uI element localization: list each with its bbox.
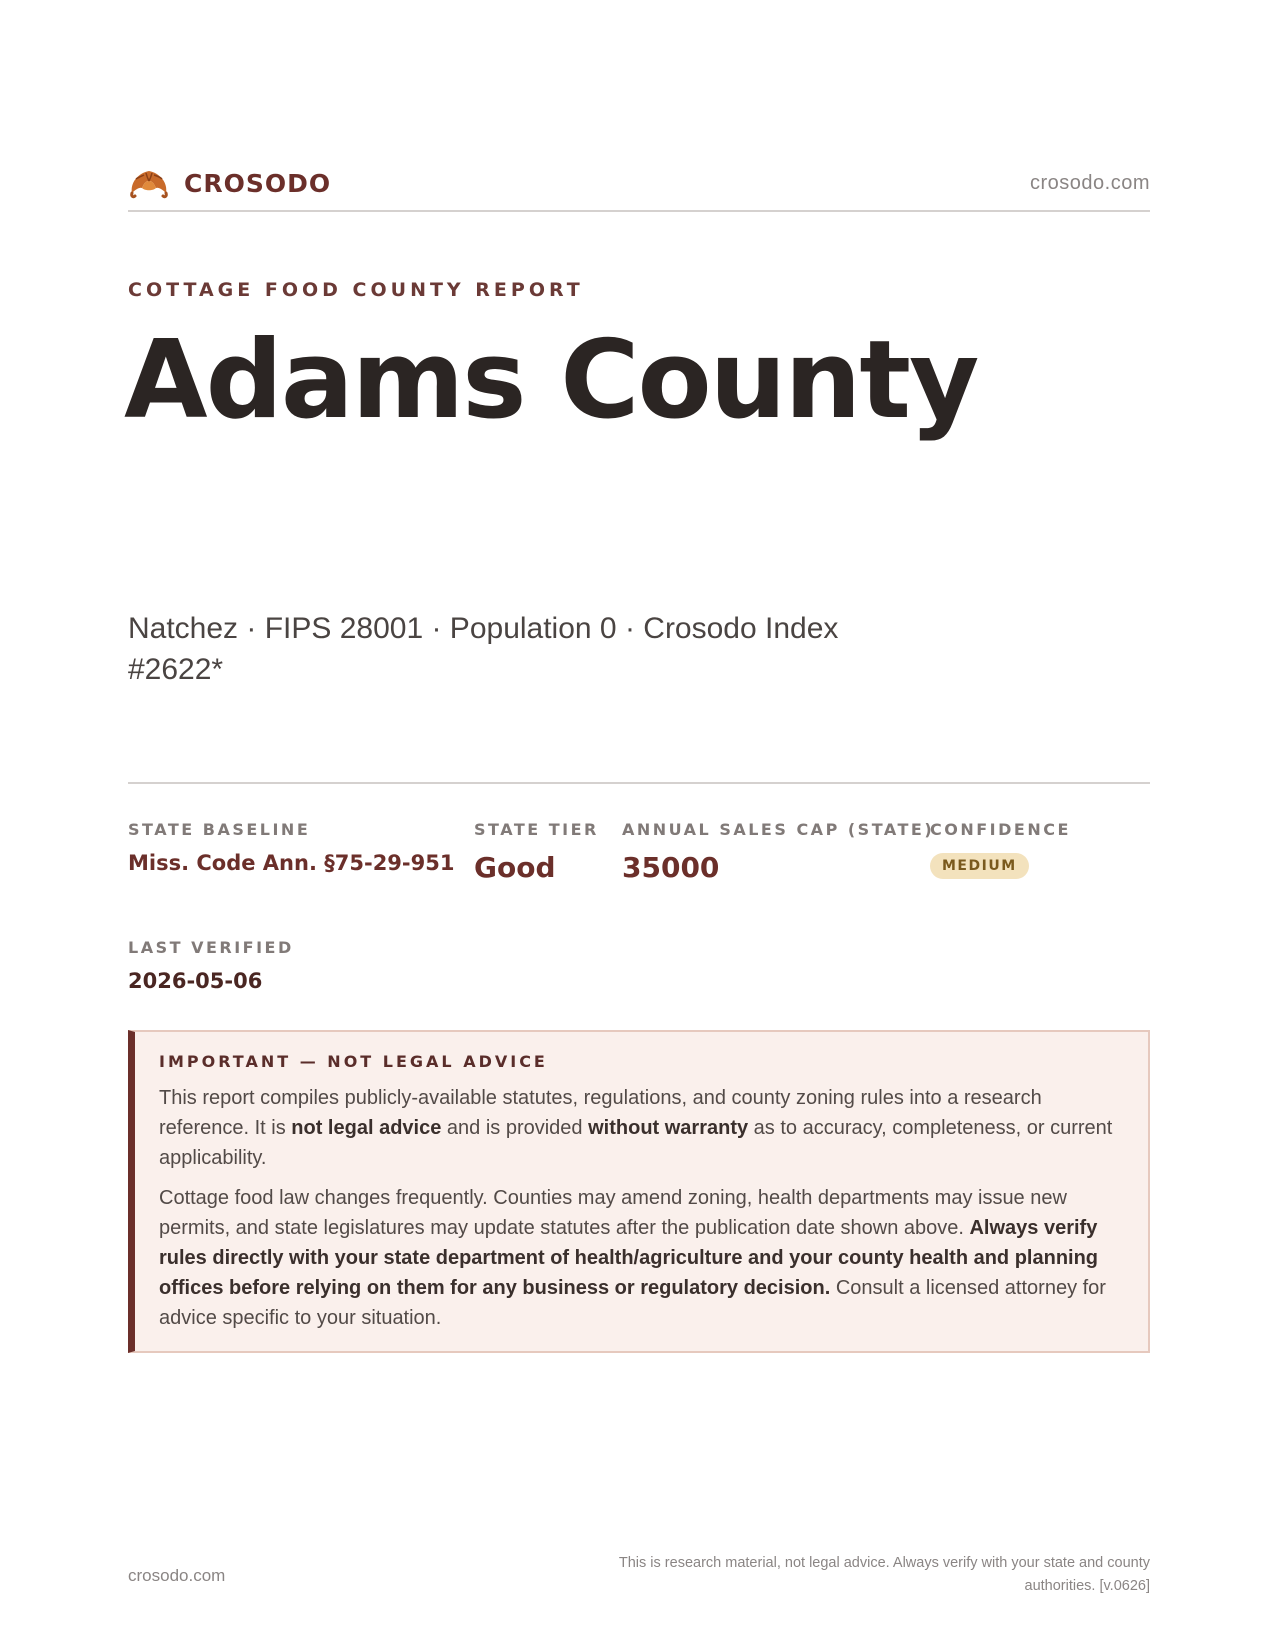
stat-label: LAST VERIFIED (128, 938, 294, 957)
stat-state-tier (474, 820, 599, 884)
stat-last-verified (128, 938, 294, 993)
header-site-url[interactable]: crosodo.com (1030, 171, 1150, 194)
notice-text: Cottage food law changes frequently. Counties may amend zoning, health departments may issue new permits, and state legislatures may update statutes after the publication date shown above. (159, 1187, 1067, 1239)
confidence-badge: MEDIUM (930, 853, 1029, 879)
stat-confidence (930, 820, 1071, 879)
stat-value: Miss. Code Ann. §75-29-951 (128, 851, 455, 875)
stat-label: ANNUAL SALES CAP (STATE) (622, 820, 935, 839)
notice-text: and is provided (441, 1117, 589, 1139)
footer-site-url[interactable]: crosodo.com (128, 1566, 226, 1585)
notice-heading: IMPORTANT — NOT LEGAL ADVICE (159, 1052, 548, 1071)
notice-text: This report compiles publicly-available statutes, regulations, and county zoning rules into a research reference. It is (159, 1087, 1042, 1139)
stat-value: Good (474, 851, 556, 884)
stat-label: CONFIDENCE (930, 820, 1071, 839)
notice-paragraph (159, 1083, 1126, 1173)
brand-name: CROSODO (184, 168, 332, 198)
stat-label: STATE TIER (474, 820, 599, 839)
notice-emphasis: not legal advice (291, 1117, 442, 1139)
croissant-icon (128, 165, 170, 201)
report-page (124, 0, 1150, 1650)
stat-annual-sales-cap (622, 820, 934, 884)
notice-emphasis: Always verify rules directly with your state department of health/agriculture and your county health and planning offices before relying on them for any business or regulatory decision. (159, 1217, 1099, 1299)
header-divider (128, 210, 1150, 212)
notice-paragraph (159, 1183, 1126, 1333)
brand[interactable] (128, 165, 331, 201)
stat-value: 35000 (622, 851, 720, 884)
notice-text: Consult a licensed attorney for advice specific to your situation. (159, 1277, 1106, 1329)
legal-notice (128, 1030, 1150, 1353)
stat-value: 2026-05-06 (128, 969, 263, 993)
stat-label: STATE BASELINE (128, 820, 311, 839)
report-subtitle: Natchez · FIPS 28001 · Population 0 · Crosodo Index #2622* (128, 612, 839, 686)
footer-disclaimer: This is research material, not legal advice. Always verify with your state and county authorities. [v.0626] (618, 1555, 1150, 1594)
page-title: Adams County (124, 318, 978, 443)
notice-text: as to accuracy, completeness, or current applicability. (159, 1117, 1113, 1169)
section-divider (128, 782, 1150, 784)
stat-state-baseline (128, 820, 454, 875)
notice-emphasis: without warranty (588, 1117, 749, 1139)
report-eyebrow: COTTAGE FOOD COUNTY REPORT (128, 279, 584, 301)
page-header (128, 158, 1150, 208)
